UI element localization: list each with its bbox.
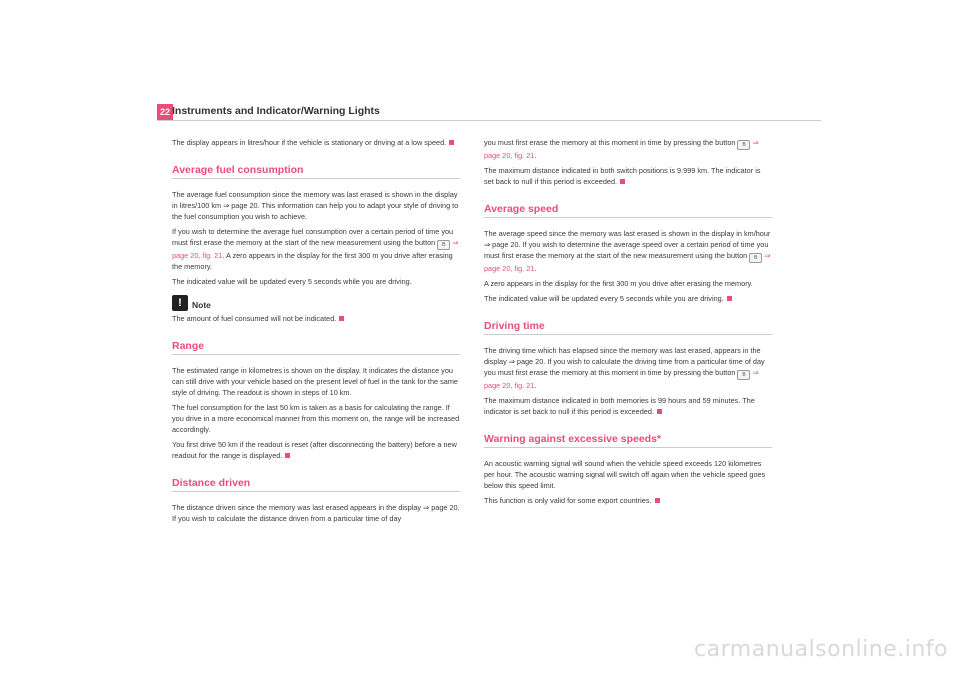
end-mark-icon <box>620 179 625 184</box>
end-mark-icon <box>449 140 454 145</box>
paragraph: The indicated value will be updated every 5 seconds while you are driving. <box>172 277 412 286</box>
note-block <box>172 295 460 311</box>
paragraph: A zero appears in the display for the first 300 m you drive after erasing the memory. <box>484 279 753 288</box>
end-mark-icon <box>655 498 660 503</box>
page-link[interactable]: ⇒ page 20, fig. 21 <box>484 138 759 160</box>
running-title: Instruments and Indicator/Warning Lights <box>172 105 380 117</box>
paragraph: The average speed since the memory was last erased is shown in the display in km/hour ⇒ page 20. If you wish to determine the average speed over a certain period of time you must first erase the memory at the start of the new measurement using the button B ⇒ page 20, fig. 21. <box>484 229 771 273</box>
button-key-icon: B <box>737 370 750 380</box>
paragraph: If you wish to determine the average fuel consumption over a certain period of time you must first erase the memory at the start of the new measurement using the button B ⇒ page 20, fig. 21. A zero appears in the display for the first 300 m you drive after erasing the memory. <box>172 227 459 271</box>
paragraph: you must first erase the memory at this moment in time by pressing the button B ⇒ page 20, fig. 21. <box>484 138 759 160</box>
section-heading-distance-driven: Distance driven <box>172 477 460 492</box>
page-link[interactable]: ⇒ page 20, fig. 21 <box>172 238 459 260</box>
watermark: carmanualsonline.info <box>694 637 948 662</box>
paragraph: The average fuel consumption since the memory was last erased is shown in the display in litres/100 km ⇒ page 20. This information can help you to adapt your style of driving to the fuel consumption you wish to achieve. <box>172 190 459 221</box>
paragraph: The display appears in litres/hour if the vehicle is stationary or driving at a low speed. <box>172 137 460 148</box>
note-icon: ! <box>172 295 188 311</box>
paragraph: An acoustic warning signal will sound when the vehicle speed exceeds 120 kilometres per hour. The acoustic warning signal will switch off again when the vehicle speed goes below this speed limit. <box>484 459 766 490</box>
page-number: 22 <box>157 104 173 120</box>
end-mark-icon <box>727 296 732 301</box>
right-column <box>484 137 772 510</box>
button-key-icon: B <box>437 240 450 250</box>
paragraph: You first drive 50 km if the readout is reset (after disconnecting the battery) before a new readout for the range is displayed. <box>172 440 457 460</box>
section-heading-average-fuel-consumption: Average fuel consumption <box>172 164 460 179</box>
end-mark-icon <box>657 409 662 414</box>
page-link[interactable]: ⇒ page 20, fig. 21 <box>484 368 759 390</box>
note-label: Note <box>192 300 211 310</box>
section-heading-driving-time: Driving time <box>484 320 772 335</box>
section-heading-range: Range <box>172 340 460 355</box>
note-text: The amount of fuel consumed will not be indicated. <box>172 313 460 324</box>
button-key-icon: B <box>749 253 762 263</box>
button-key-icon: B <box>737 140 750 150</box>
page-header <box>157 104 821 121</box>
section-heading-speed-warning: Warning against excessive speeds* <box>484 433 772 448</box>
paragraph: The driving time which has elapsed since the memory was last erased, appears in the display ⇒ page 20. If you wish to calculate the driving time from a particular time of day you must first erase the memory at this moment in time by pressing the button B ⇒ page 20, fig. 21. <box>484 346 765 390</box>
paragraph: The maximum distance indicated in both memories is 99 hours and 59 minutes. The indicator is set back to null if this period is exceeded. <box>484 396 755 416</box>
paragraph: The indicated value will be updated every 5 seconds while you are driving. <box>484 293 772 304</box>
paragraph: The distance driven since the memory was last erased appears in the display ⇒ page 20. If you wish to calculate the distance driven from a particular time of day <box>172 503 460 523</box>
paragraph: The fuel consumption for the last 50 km is taken as a basis for calculating the range. If you drive in a more economical manner from this moment on, the range will be increased accordingly. <box>172 403 460 434</box>
paragraph: The estimated range in kilometres is shown on the display. It indicates the distance you can still drive with your vehicle based on the present level of fuel in the tank for the same style of driving. The readout is shown in steps of 10 km. <box>172 366 458 397</box>
end-mark-icon <box>339 316 344 321</box>
left-column <box>172 137 460 528</box>
end-mark-icon <box>285 453 290 458</box>
paragraph: The maximum distance indicated in both switch positions is 9.999 km. The indicator is set back to null if this period is exceeded. <box>484 166 761 186</box>
paragraph: This function is only valid for some export countries. <box>484 495 772 506</box>
section-heading-average-speed: Average speed <box>484 203 772 218</box>
page-link[interactable]: ⇒ page 20, fig. 21 <box>484 251 771 273</box>
